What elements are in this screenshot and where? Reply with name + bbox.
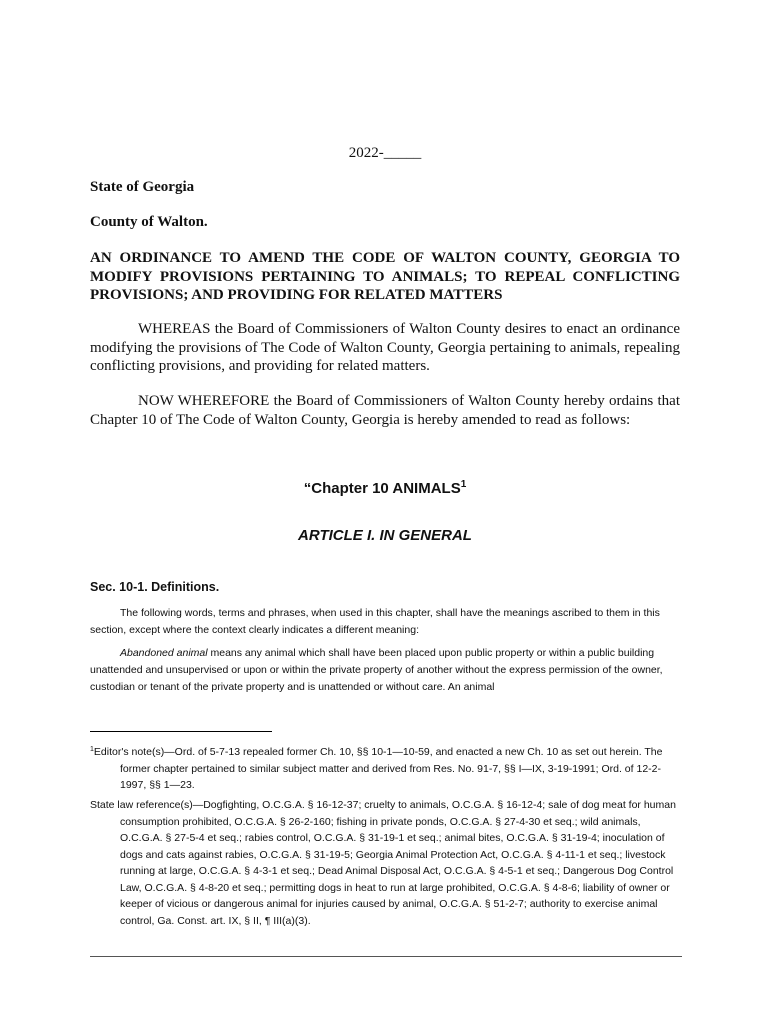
- chapter-title: “Chapter 10 ANIMALS: [303, 480, 461, 497]
- footnote-divider: [90, 731, 272, 732]
- state-line: State of Georgia: [90, 179, 195, 195]
- definition-term: Abandoned animal: [120, 647, 208, 659]
- footnote-1: [90, 742, 680, 794]
- definitions-intro: The following words, terms and phrases, when used in this chapter, shall have the meanings ascribed to them in this section, except where the context clearly indicates a different meaning:: [90, 607, 660, 636]
- footnote-state-law: State law reference(s)—Dogfighting, O.C.G.A. § 16-12-37; cruelty to animals, O.C.G.A. § 16-12-4; sale of dog meat for human consumption prohibited, O.C.G.A. § 26-2-160; fishing in private ponds, O.C.G.A. § 27-4-30 et seq.; wild animals, O.C.G.A. § 27-5-4 et seq.; rabies control, O.C.G.A. § 31-19-1 et seq.; animal bites, O.C.G.A. § 31-19-4; inoculation of dogs and cats against rabies, O.C.G.A. § 31-19-5; Georgia Animal Protection Act, O.C.G.A. § 4-11-1 et seq.; livestock running at large, O.C.G.A. § 4-3-1 et seq.; Dead Animal Disposal Act, O.C.G.A. § 4-5-1 et seq.; Dangerous Dog Control Law, O.C.G.A. § 4-8-20 et seq.; permitting dogs in heat to run at large prohibited, O.C.G.A. § 4-8-6; liability of owner or keeper of vicious or dangerous animal for injuries caused by animal, O.C.G.A. § 51-2-7; authority to exercise animal control, Ga. Const. art. IX, § II, ¶ III(a)(3).: [90, 799, 676, 927]
- document-number: 2022-_____: [348, 145, 422, 161]
- definition-abandoned-animal: [90, 645, 680, 696]
- footnote-1-mark: 1: [90, 746, 94, 753]
- ordinance-title: AN ORDINANCE TO AMEND THE CODE OF WALTON COUNTY, GEORGIA TO MODIFY PROVISIONS PERTAINING TO ANIMALS; TO REPEAL CONFLICTING PROVISIONS; AND PROVIDING FOR RELATED MATTERS: [90, 250, 680, 303]
- page-bottom-rule: [90, 956, 682, 957]
- whereas-paragraph: WHEREAS the Board of Commissioners of Walton County desires to enact an ordinance modifying the provisions of The Code of Walton County, Georgia pertaining to animals, repealing conflicting provisions, and providing for related matters.: [90, 321, 680, 374]
- footnote-1-text: Editor's note(s)—Ord. of 5-7-13 repealed former Ch. 10, §§ 10-1—10-59, and enacted a new Ch. 10 as set out herein. The former chapter pertained to similar subject matter and derived from Res. No. 91-7, §§ I—IX, 3-19-1991; Ord. of 12-2-1997, §§ 1—23.: [93, 746, 663, 791]
- county-line: County of Walton.: [90, 214, 208, 230]
- section-heading: Sec. 10-1. Definitions.: [90, 580, 220, 594]
- chapter-footnote-ref[interactable]: 1: [460, 479, 467, 490]
- definition-text: means any animal which shall have been placed upon public property or within a public building unattended and unsupervised or upon or within the private property of another without the express permission of the owner, custodian or tenant of the private property and is unattended or without care. An animal: [90, 647, 663, 693]
- article-heading: ARTICLE I. IN GENERAL: [298, 527, 472, 544]
- now-wherefore-paragraph: NOW WHEREFORE the Board of Commissioners of Walton County hereby ordains that Chapter 10 of The Code of Walton County, Georgia is hereby amended to read as follows:: [90, 393, 680, 428]
- chapter-heading: [0, 479, 770, 497]
